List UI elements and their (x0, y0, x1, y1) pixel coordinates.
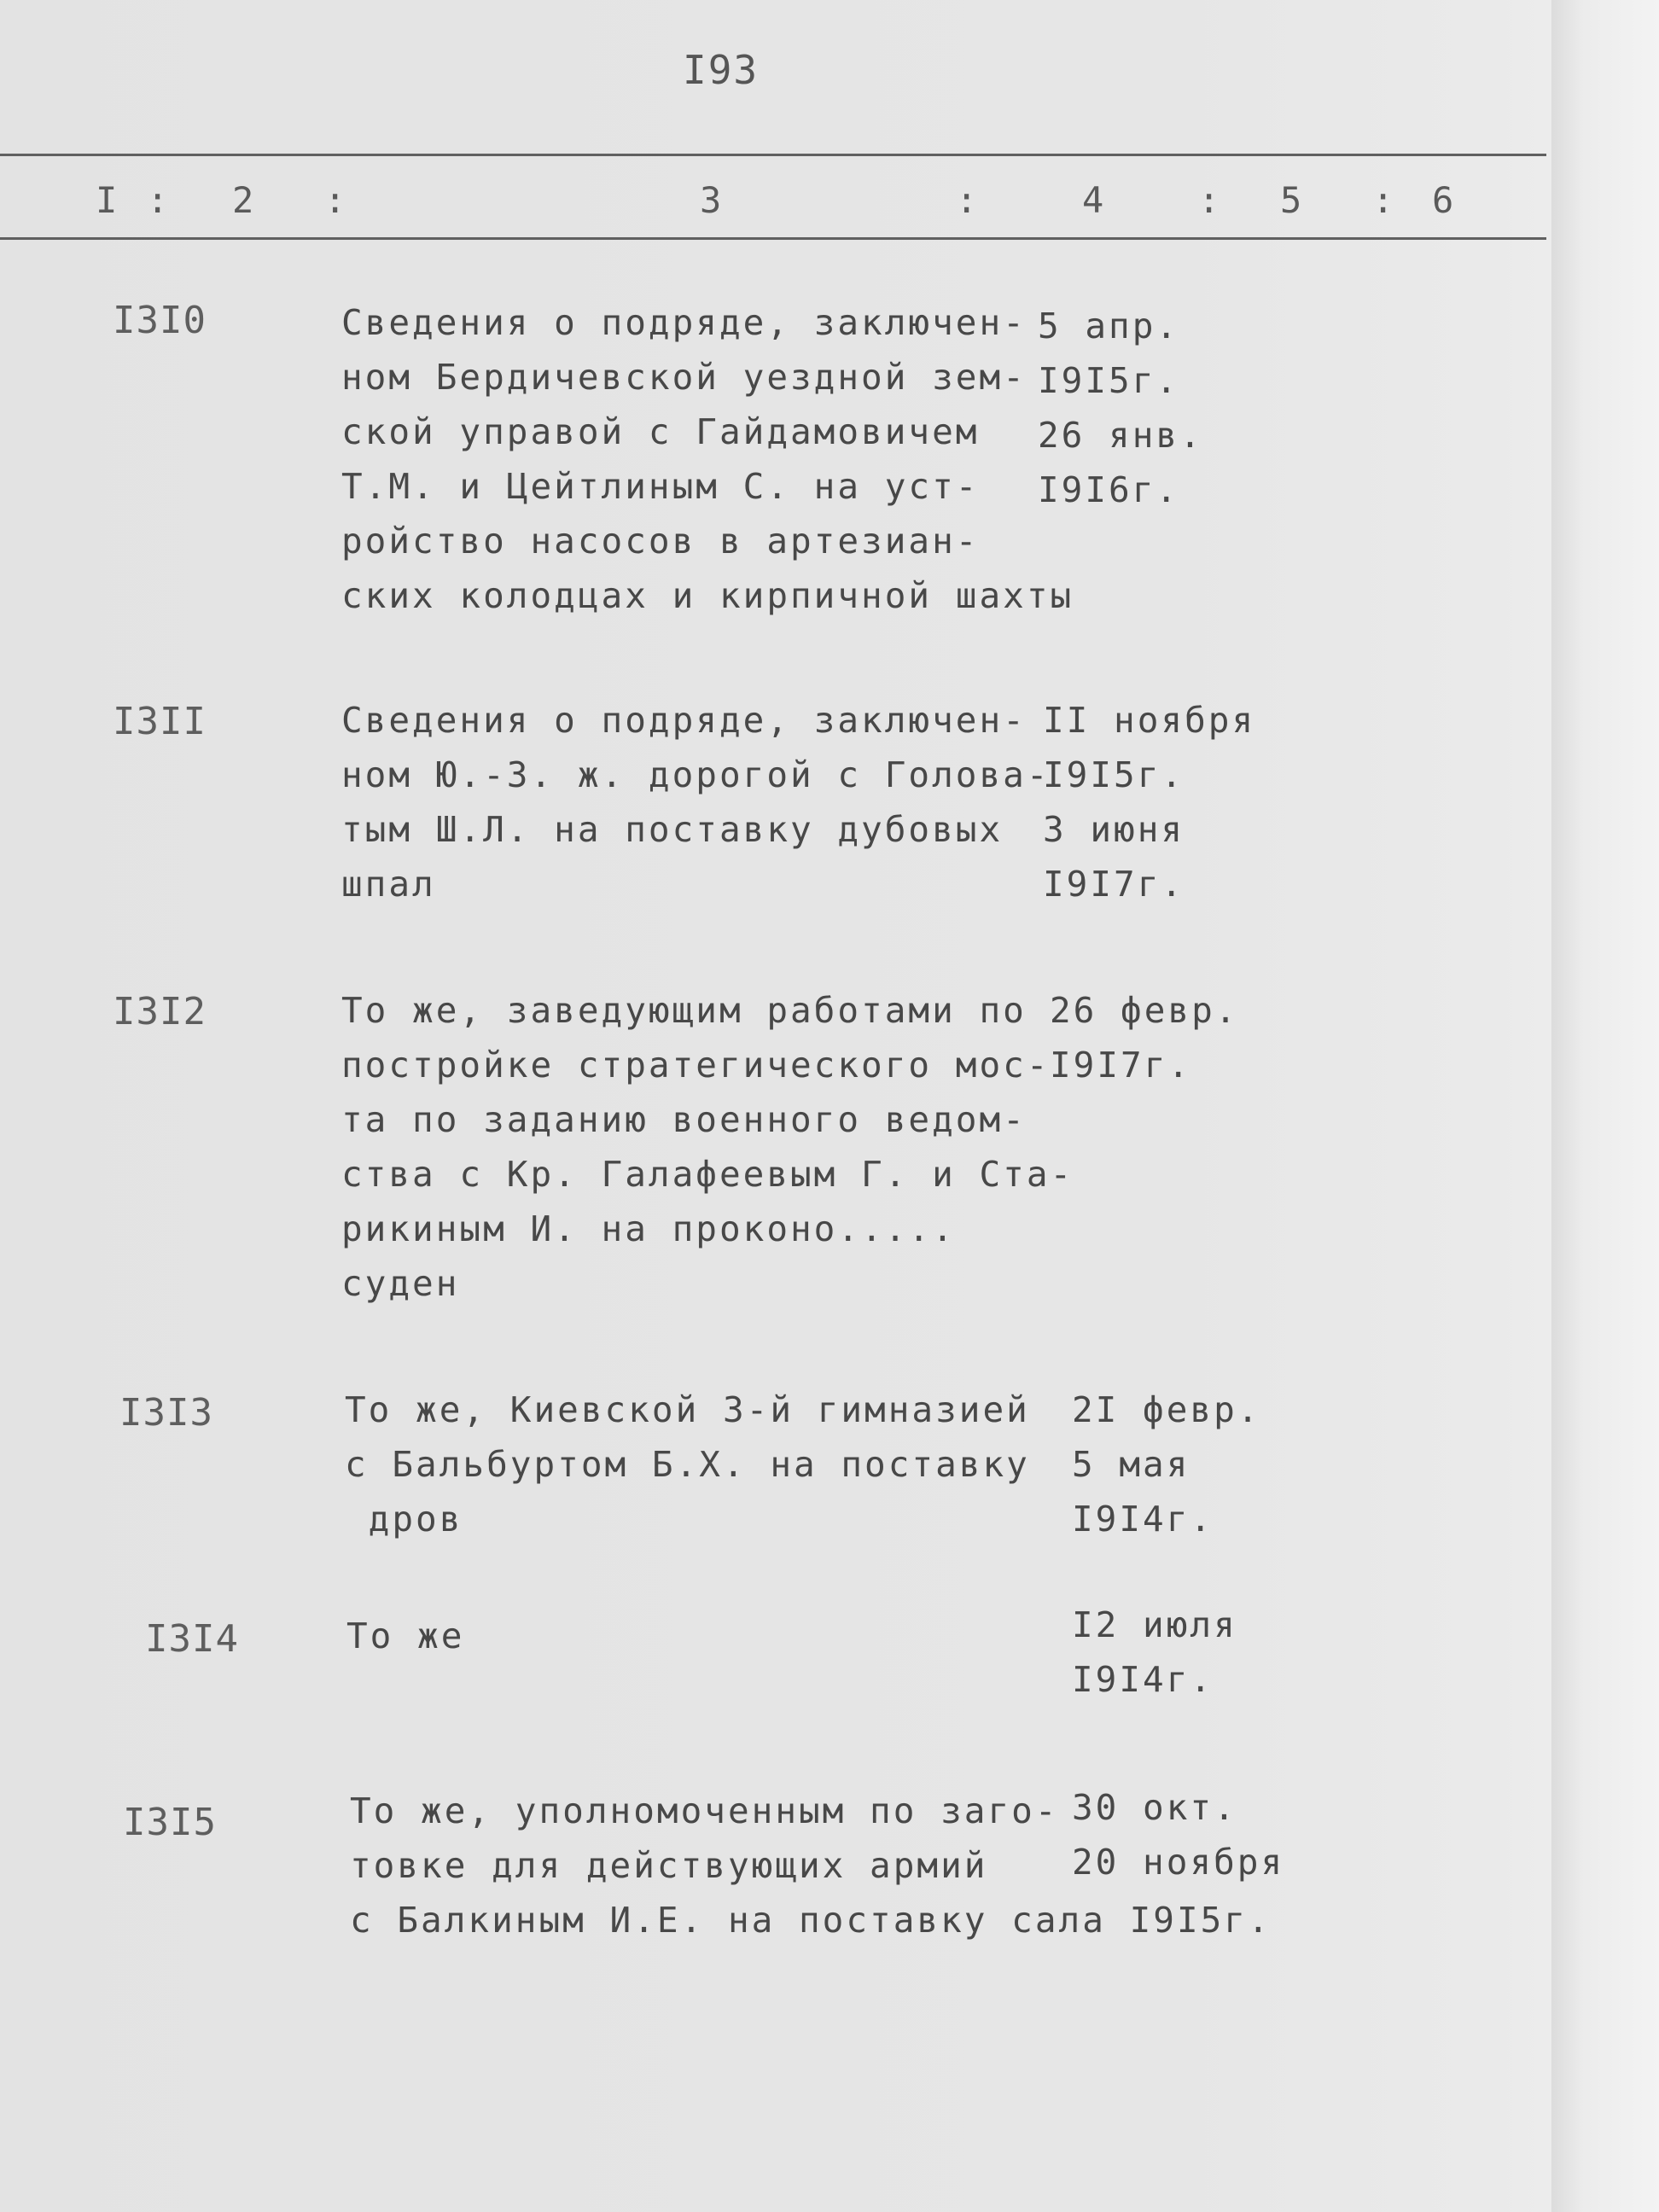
entry-number: I3I0 (113, 299, 207, 342)
date-line: I9I6г. (1038, 469, 1180, 510)
date-line: 5 мая (1072, 1444, 1190, 1485)
entry-dates (1050, 983, 1238, 1092)
date-line: I9I4г. (1072, 1659, 1214, 1700)
page-number: I93 (683, 47, 760, 93)
description-line: ских колодцах и кирпичной шахты (341, 575, 1074, 616)
entry-number: I3I5 (123, 1801, 217, 1844)
description-line: То же, Киевской 3-й гимназией (345, 1389, 1030, 1430)
description-line: Т.М. и Цейтлиным С. на уст- (341, 466, 980, 507)
entry-number: I3I2 (113, 990, 207, 1033)
header-rule-top (0, 154, 1546, 156)
date-line: I2 июля (1072, 1604, 1237, 1645)
entry-description (346, 1609, 464, 1663)
entry-dates (1072, 1382, 1260, 1546)
date-line: I9I7г. (1043, 864, 1185, 905)
column-header-5: 5 (1280, 179, 1302, 221)
description-line: ном Ю.-З. ж. дорогой с Голова- (341, 754, 1051, 795)
description-line: дров (345, 1499, 463, 1540)
description-line: ской управой с Гайдамовичем (341, 411, 980, 452)
date-line: I9I7г. (1050, 1045, 1192, 1086)
entry-dates (1072, 1598, 1237, 1707)
entry-dates (1043, 693, 1255, 911)
description-line: ном Бердичевской уездной зем- (341, 357, 1027, 398)
column-header-4: 4 (1082, 179, 1104, 221)
description-line: с Балкиным И.Е. на поставку сала I9I5г. (350, 1900, 1272, 1941)
header-rule-bottom (0, 237, 1546, 240)
date-line: 26 февр. (1050, 990, 1239, 1031)
entry-number: I3I3 (119, 1391, 213, 1435)
description-line: рикиным И. на проконо..... (341, 1208, 956, 1249)
entry-number: I3I4 (145, 1617, 239, 1661)
entry-dates (1038, 299, 1203, 517)
entry-description (341, 295, 1074, 623)
description-line: То же, уполномоченным по заго- (350, 1790, 1059, 1831)
description-line: шпал (341, 864, 436, 905)
date-line: 26 янв. (1038, 415, 1203, 456)
description-line: с Бальбуртом Б.Х. на поставку (345, 1444, 1030, 1485)
column-header-separator: : (324, 179, 346, 221)
entry-description (341, 983, 1074, 1311)
description-line: Сведения о подряде, заключен- (341, 700, 1027, 741)
column-header-3: 3 (700, 179, 722, 221)
column-header-6: 6 (1432, 179, 1454, 221)
column-header-separator: : (147, 179, 169, 221)
date-line: 30 окт. (1072, 1787, 1237, 1828)
column-header-separator: : (1372, 179, 1394, 221)
entry-number: I3II (113, 700, 207, 743)
description-line: ства с Кр. Галафеевым Г. и Ста- (341, 1154, 1074, 1195)
description-line: товке для действующих армий (350, 1845, 988, 1886)
date-line: 20 ноября (1072, 1842, 1285, 1883)
column-header-2: 2 (232, 179, 254, 221)
description-line: Сведения о подряде, заключен- (341, 302, 1027, 343)
column-header-1: I (96, 179, 118, 221)
description-line: То же, заведующим работами по (341, 990, 1027, 1031)
description-line: суден (341, 1263, 460, 1304)
description-line: ройство насосов в артезиан- (341, 521, 980, 562)
entry-description (341, 693, 1051, 911)
date-line: 3 июня (1043, 809, 1185, 850)
description-line: та по заданию военного ведом- (341, 1099, 1027, 1140)
date-line: I9I5г. (1038, 360, 1180, 401)
description-line: постройке стратегического мос- (341, 1045, 1051, 1086)
date-line: I9I5г. (1043, 754, 1185, 795)
page-edge (1551, 0, 1659, 2212)
date-line: I9I4г. (1072, 1499, 1214, 1540)
entry-description (345, 1382, 1030, 1546)
date-line: II ноября (1043, 700, 1256, 741)
description-line: тым Ш.Л. на поставку дубовых (341, 809, 1004, 850)
column-header-separator: : (1198, 179, 1220, 221)
date-line: 5 апр. (1038, 306, 1180, 346)
description-line: То же (346, 1615, 465, 1656)
date-line: 2I февр. (1072, 1389, 1261, 1430)
column-header-separator: : (956, 179, 978, 221)
entry-dates (1072, 1780, 1284, 1889)
